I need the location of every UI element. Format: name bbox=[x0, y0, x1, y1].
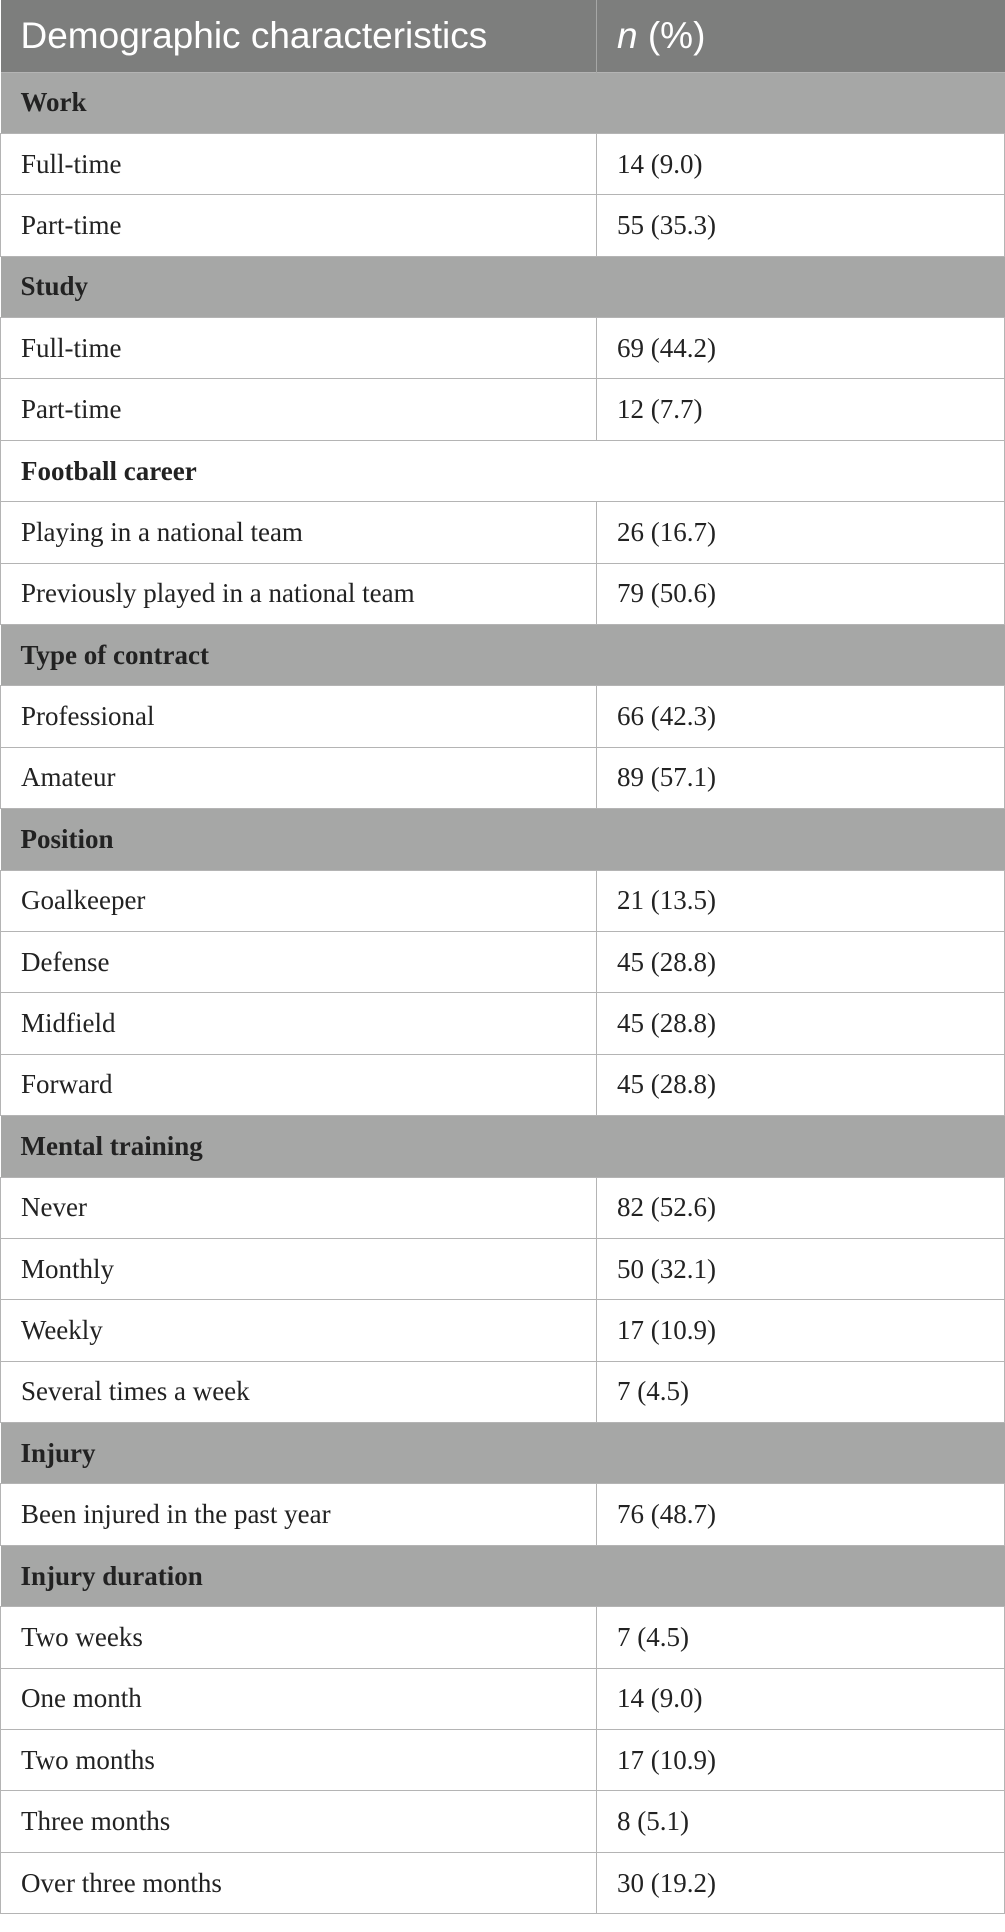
table-row bbox=[1, 1730, 1005, 1791]
row-label: Professional bbox=[1, 686, 597, 747]
row-value: 14 (9.0) bbox=[597, 133, 1005, 194]
table-row bbox=[1, 686, 1005, 747]
row-label: Three months bbox=[1, 1791, 597, 1852]
row-value: 17 (10.9) bbox=[597, 1730, 1005, 1791]
section-header-row bbox=[1, 1545, 1005, 1606]
section-title: Injury bbox=[1, 1423, 1005, 1484]
row-value: 8 (5.1) bbox=[597, 1791, 1005, 1852]
row-label: One month bbox=[1, 1668, 597, 1729]
row-label: Amateur bbox=[1, 747, 597, 808]
header-n-percent bbox=[597, 0, 1005, 72]
section-header-row bbox=[1, 256, 1005, 317]
row-value: 17 (10.9) bbox=[597, 1300, 1005, 1361]
row-value: 7 (4.5) bbox=[597, 1361, 1005, 1422]
section-header-row bbox=[1, 1116, 1005, 1177]
row-value: 30 (19.2) bbox=[597, 1852, 1005, 1913]
row-value: 82 (52.6) bbox=[597, 1177, 1005, 1238]
header-row bbox=[1, 0, 1005, 72]
section-title: Type of contract bbox=[1, 625, 1005, 686]
table-row bbox=[1, 1300, 1005, 1361]
section-title: Work bbox=[1, 72, 1005, 133]
row-label: Forward bbox=[1, 1054, 597, 1115]
row-label: Been injured in the past year bbox=[1, 1484, 597, 1545]
row-label: Two months bbox=[1, 1730, 597, 1791]
row-value: 69 (44.2) bbox=[597, 318, 1005, 379]
section-header-row bbox=[1, 809, 1005, 870]
row-label: Never bbox=[1, 1177, 597, 1238]
table-row bbox=[1, 379, 1005, 440]
table-row bbox=[1, 931, 1005, 992]
table-row bbox=[1, 1852, 1005, 1913]
row-label: Weekly bbox=[1, 1300, 597, 1361]
row-label: Full-time bbox=[1, 133, 597, 194]
row-value: 26 (16.7) bbox=[597, 502, 1005, 563]
table-row bbox=[1, 133, 1005, 194]
row-value: 21 (13.5) bbox=[597, 870, 1005, 931]
section-title: Mental training bbox=[1, 1116, 1005, 1177]
row-value: 12 (7.7) bbox=[597, 379, 1005, 440]
row-label: Part-time bbox=[1, 379, 597, 440]
section-title: Injury duration bbox=[1, 1545, 1005, 1606]
table-row bbox=[1, 502, 1005, 563]
row-label: Part-time bbox=[1, 195, 597, 256]
header-n-italic: n bbox=[617, 14, 638, 56]
row-value: 45 (28.8) bbox=[597, 993, 1005, 1054]
row-label: Playing in a national team bbox=[1, 502, 597, 563]
section-title: Football career bbox=[1, 440, 1005, 501]
table-row bbox=[1, 870, 1005, 931]
table-row bbox=[1, 747, 1005, 808]
row-label: Over three months bbox=[1, 1852, 597, 1913]
row-value: 76 (48.7) bbox=[597, 1484, 1005, 1545]
row-value: 66 (42.3) bbox=[597, 686, 1005, 747]
table-body bbox=[1, 72, 1005, 1914]
table-row bbox=[1, 1607, 1005, 1668]
row-value: 89 (57.1) bbox=[597, 747, 1005, 808]
row-label: Midfield bbox=[1, 993, 597, 1054]
table-row bbox=[1, 318, 1005, 379]
table-row bbox=[1, 1361, 1005, 1422]
row-value: 14 (9.0) bbox=[597, 1668, 1005, 1729]
row-label: Two weeks bbox=[1, 1607, 597, 1668]
table-header bbox=[1, 0, 1005, 72]
row-label: Monthly bbox=[1, 1238, 597, 1299]
table-row bbox=[1, 1484, 1005, 1545]
table-row bbox=[1, 195, 1005, 256]
table-row bbox=[1, 1791, 1005, 1852]
table-row bbox=[1, 993, 1005, 1054]
row-value: 7 (4.5) bbox=[597, 1607, 1005, 1668]
row-label: Defense bbox=[1, 931, 597, 992]
row-value: 50 (32.1) bbox=[597, 1238, 1005, 1299]
row-value: 55 (35.3) bbox=[597, 195, 1005, 256]
table-row bbox=[1, 1238, 1005, 1299]
row-label: Full-time bbox=[1, 318, 597, 379]
section-title: Study bbox=[1, 256, 1005, 317]
header-characteristics: Demographic characteristics bbox=[1, 0, 597, 72]
row-value: 45 (28.8) bbox=[597, 1054, 1005, 1115]
header-percent: (%) bbox=[637, 14, 706, 56]
section-title: Position bbox=[1, 809, 1005, 870]
section-header-row bbox=[1, 440, 1005, 501]
row-label: Several times a week bbox=[1, 1361, 597, 1422]
row-value: 79 (50.6) bbox=[597, 563, 1005, 624]
row-label: Previously played in a national team bbox=[1, 563, 597, 624]
table-row bbox=[1, 563, 1005, 624]
table-row bbox=[1, 1668, 1005, 1729]
row-value: 45 (28.8) bbox=[597, 931, 1005, 992]
table-row bbox=[1, 1054, 1005, 1115]
section-header-row bbox=[1, 625, 1005, 686]
section-header-row bbox=[1, 1423, 1005, 1484]
row-label: Goalkeeper bbox=[1, 870, 597, 931]
table-row bbox=[1, 1177, 1005, 1238]
section-header-row bbox=[1, 72, 1005, 133]
